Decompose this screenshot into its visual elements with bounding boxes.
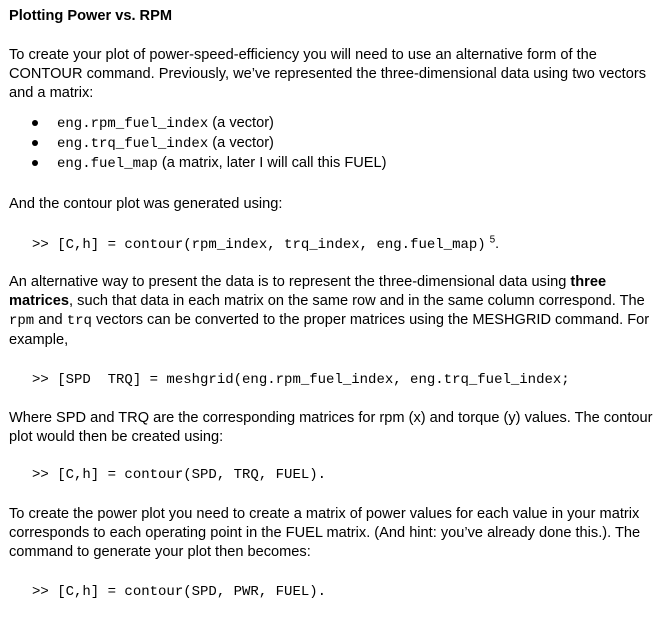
inline-code: trq [66,313,92,329]
list-item-text: (a vector) [208,115,274,131]
intro-paragraph: To create your plot of power-speed-efficiency you will need to use an alternative form of the CONTOUR command. Previously, we’ve represented the three-dimensional data using two vectors and a matrix: [9,47,647,101]
bullet-icon [32,160,38,166]
bullet-icon [32,140,38,146]
text-run: vectors can be converted to the proper matrices using the MESHGRID command. For example, [9,312,650,348]
code-text: >> [C,h] = contour(rpm_index, trq_index, eng.fuel_map) [32,237,486,253]
text-run: , such that data in each matrix on the same row and in the same column correspond. The [69,293,645,309]
where-paragraph: Where SPD and TRQ are the corresponding matrices for rpm (x) and torque (y) values. The contour plot would then be created using: [9,410,653,445]
footnote-ref: 5 [489,234,496,246]
list-item-text: (a vector) [208,135,274,151]
list-item [30,153,650,173]
code-end: . [495,235,500,251]
code-line-contour-power: >> [C,h] = contour(SPD, PWR, FUEL). [32,584,327,600]
list-item [30,113,650,133]
bold-text: three matrices [9,274,607,309]
list-item [30,133,650,153]
vector-matrix-list [30,113,650,173]
inline-code: eng.trq_fuel_index [57,136,209,152]
generated-using-text: And the contour plot was generated using: [9,196,283,212]
inline-code: eng.rpm_fuel_index [57,116,209,132]
inline-code: rpm [9,313,35,329]
list-item-text: (a matrix, later I will call this FUEL) [157,155,387,171]
code-line-meshgrid: >> [SPD TRQ] = meshgrid(eng.rpm_fuel_index, eng.trq_fuel_index; [32,372,570,388]
bullet-icon [32,120,38,126]
inline-code: eng.fuel_map [57,156,158,172]
alternative-paragraph [9,273,659,350]
section-title: Plotting Power vs. RPM [9,8,172,24]
code-line-contour-matrices: >> [C,h] = contour(SPD, TRQ, FUEL). [32,467,327,483]
text-run: An alternative way to present the data is to represent the three-dimensional data using [9,274,571,290]
power-paragraph: To create the power plot you need to create a matrix of power values for each value in your matrix corresponds to each operating point in the FUEL matrix. (And hint: you’ve already done this.). The command to generate your plot then becomes: [9,506,641,560]
text-run: and [34,312,67,328]
code-line-contour-vectors [32,234,662,255]
